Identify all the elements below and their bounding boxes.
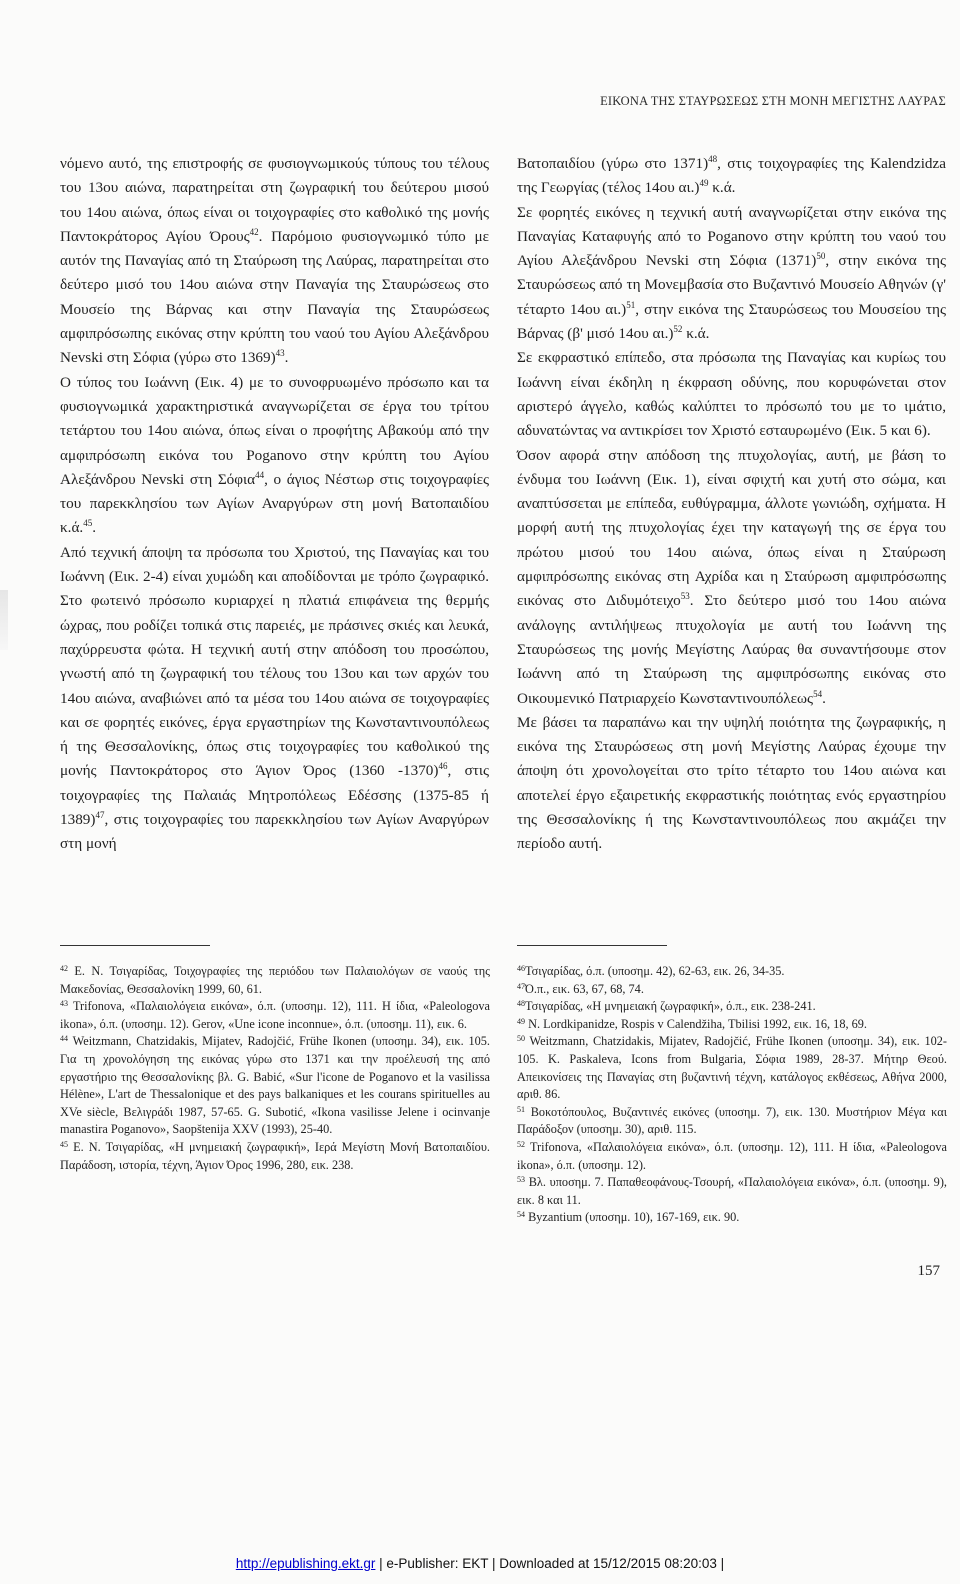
download-footer xyxy=(0,1556,960,1571)
footnote: $^{44}$ Weitzmann, Chatzidakis, Mijatev, Radojčić, Frühe Ikonen (υποσημ. 34), εικ. 105. Για τη χρονολόγηση της εικόνας γύρω στο 1371 και την προέλευσή της από εργαστήριο της Θεσσαλονίκης βλ. G. Babić, «Sur l'icone de Poganovo et la vasilissa Hélène», L'art de Thessalonique et des pays balkaniques et les courans spirituelles au XVe siècle, Βελιγράδι 1987, 57-65. G. Subotić, «Ikona vasilisse Jelene i ocinvanje manastira Poganovo», Saopštenija XXV (1993), 25-40. xyxy=(60,1034,490,1137)
page-number: 157 xyxy=(917,1263,940,1279)
footnote-ref[interactable]: 51 xyxy=(626,299,636,310)
footnote-ref[interactable]: 42 xyxy=(249,226,259,237)
footnote: $^{45}$ Ε. Ν. Τσιγαρίδας, «Η μνημειακή ζωγραφική», Ιερά Μεγίστη Μονή Βατοπαιδίου. Παράδοση, ιστορία, τέχνη, Άγιον Όρος 1996, 280, εικ. 238. xyxy=(60,1139,490,1172)
footer-info: | e-Publisher: EKT | Downloaded at 15/12/2015 08:20:03 | xyxy=(375,1556,725,1571)
paragraph: Από τεχνική άποψη τα πρόσωπα του Χριστού, της Παναγίας και του Ιωάννη (Εικ. 2-4) είναι χυμώδη και αποδίδονται με τρόπο ζωγραφικό. Στο φωτεινό πρόσωπο κυριαρχεί η πλατιά επιφάνεια της θερμής ώχρας, που ροδίζει τοπικά στις παρειές, με πράσινες σκιές και λευκά, παχύρρευστα φώτα. Η τεχνική αυτή στην απόδοση του προσώπου, γνωστή από τη ζωγραφική του τέλους του 13ου και των αρχών του 14ου αιώνα, αναβιώνει από τα μέσα του 14ου αιώνα σε τοιχογραφίες και σε φορητές εικόνες, έργα εργαστηρίων της Κωνσταντινουπόλεως ή της Θεσσαλονίκης, όπως στις τοιχογραφίες του καθολικού της μονής Παντοκράτορος στο Άγιον Όρος (1360 -1370)$^{46}$, στις τοιχογραφίες της Παλαιάς Μητροπόλεως Εδέσσης (1375-85 ή 1389)$^{47}$, στις τοιχογραφίες του παρεκκλησίου των Αγίων Αναργύρων στη μονή xyxy=(60,543,489,853)
paragraph: Ο τύπος του Ιωάννη (Εικ. 4) με το συνοφρυωμένο πρόσωπο και τα φυσιογνωμικά χαρακτηριστικά αναγνωρίζεται σε έργα του τρίτου τετάρτου του 14ου αιώνα, όπως είναι ο προφήτης Αβακούμ από την αμφιπρόσωπη εικόνα του Poganovo στην κρύπτη του Αγίου Αλεξάνδρου Nevski στη Σόφια$^{44}$, ο άγιος Νέστωρ στις τοιχογραφίες του παρεκκλησίου των Αγίων Αναργύρων στη μονή Βατοπαιδίου κ.ά.$^{45}$. xyxy=(60,373,489,537)
footnote-ref[interactable]: 50 xyxy=(816,251,826,262)
footnote: $^{51}$ Βοκοτόπουλος, Βυζαντινές εικόνες (υποσημ. 7), εικ. 130. Μυστήριον Μέγα και Παράδοξον (υποσημ. 30), αριθ. 115. xyxy=(517,1104,947,1137)
footnote: $^{50}$ Weitzmann, Chatzidakis, Mijatev, Radojčić, Frühe Ikonen (υποσημ. 34), εικ. 102-105. K. Paskaleva, Icons from Bulgaria, Σόφια 1989, 28-37. Μήτηρ Θεού. Απεικονίσεις της Παναγίας στη βυζαντινή τέχνη, κατάλογος εκθέσεως, Αθήνα 2000, αριθ. 86. xyxy=(517,1034,947,1102)
right-column xyxy=(517,152,946,857)
footnote-divider xyxy=(517,945,667,946)
footnote-ref[interactable]: 54 xyxy=(813,688,823,699)
running-header: ΕΙΚΟΝΑ ΤΗΣ ΣΤΑΥΡΩΣΕΩΣ ΣΤΗ ΜΟΝΗ ΜΕΓΙΣΤΗΣ ΛΑΥΡΑΣ xyxy=(600,94,946,108)
footnote: $^{46}$Τσιγαρίδας, ό.π. (υποσημ. 42), 62-63, εικ. 26, 34-35. xyxy=(517,964,785,978)
footnote-ref[interactable]: 45 xyxy=(83,518,93,529)
paragraph: νόμενο αυτό, της επιστροφής σε φυσιογνωμικούς τύπους του τέλους του 13ου αιώνα, παρατηρείται στη ζωγραφική του δεύτερου μισού του 14ου αιώνα, όπως είναι οι τοιχογραφίες στο καθολικό της μονής Παντοκράτορος Αγίου Όρους$^{42}$. Παρόμοιο φυσιογνωμικό τύπο με αυτόν της Παναγίας από τη Σταύρωση της Λαύρας, παρατηρείται στο δεύτερο μισό του 14ου αιώνα στην Παναγία της Σταυρώσεως στο Μουσείο της Βάρνας και στην Παναγία της Σταυρώσεως αμφιπρόσωπης εικόνας στην κρύπτη του ναού του Αγίου Αλεξάνδρου Nevski στη Σόφια (γύρω στο 1369)$^{43}$. xyxy=(60,155,489,367)
paragraph: Όσον αφορά στην απόδοση της πτυχολογίας, αυτή, με βάση το ένδυμα του Ιωάννη (Εικ. 1), είναι σφιχτή και χυτή στο σώμα, και αναπτύσσεται με επίπεδα, ευθύγραμμα, άλλοτε γωνιώδη, σχήματα. Η μορφή αυτή της πτυχολογίας έχει την καταγωγή της σε έργα του πρώτου μισού του 14ου αιώνα, όπως είναι η Σταύρωση αμφιπρόσωπης εικόνας στη Αχρίδα και η Σταύρωση αμφιπρόσωπης εικόνας στο Διδυμότειχο$^{53}$. Στο δεύτερο μισό του 14ου αιώνα ανάλογης αντιλήψεως πτυχολογία με αυτή του Ιωάννη της Σταυρώσεως της μονής Μεγίστης Λαύρας θα συναντήσουμε στον Ιωάννη από τη Σταύρωση της αμφιπρόσωπης εικόνας στο Οικουμενικό Πατριαρχείο Κωνσταντινουπόλεως$^{54}$. xyxy=(517,446,946,707)
footnote: $^{43}$ Trifonova, «Παλαιολόγεια εικόνα», ό.π. (υποσημ. 12), 111. Η ίδια, «Paleologova ikona», ό.π. (υποσημ. 12). Gerov, «Une icone inconnue», ό.π. (υποσημ. 11), εικ. 6. xyxy=(60,999,490,1031)
footnote-ref[interactable]: 44 xyxy=(255,469,265,480)
footnote-ref[interactable]: 47 xyxy=(95,810,105,821)
footnotes-right xyxy=(517,963,947,1227)
footnote-ref[interactable]: 53 xyxy=(680,591,690,602)
footnote-ref[interactable]: 43 xyxy=(275,348,285,359)
footnotes-left xyxy=(60,963,490,1174)
footnote-ref[interactable]: 46 xyxy=(438,761,448,772)
footnote: $^{52}$ Trifonova, «Παλαιολόγεια εικόνα», ό.π. (υποσημ. 12), 111. Η ίδια, «Paleologova ikona», ό.π. (υποσημ. 12). xyxy=(517,1139,947,1172)
footnote: $^{53}$ Βλ. υποσημ. 7. Παπαθεοφάνους-Τσουρή, «Παλαιολόγεια εικόνα», ό.π. (υποσημ. 9), εικ. 8 και 11. xyxy=(517,1175,947,1207)
footnote: $^{49}$ N. Lordkipanidze, Rospis v Calendžiha, Tbilisi 1992, εικ. 16, 18, 69. xyxy=(517,1016,867,1031)
paragraph: Σε φορητές εικόνες η τεχνική αυτή αναγνωρίζεται στην εικόνα της Παναγίας Καταφυγής από το Poganovo στην κρύπτη του ναού του Αγίου Αλεξάνδρου Nevski στη Σόφια $(1371)^{50}$, στην εικόνα της Σταυρώσεως από τη Μονεμβασία στο Βυζαντινό Μουσείο Αθηνών (γ' τέταρτο 14ου αι.)$^{51}$, στην εικόνα της Σταυρώσεως του Μουσείου της Βάρνας (β' μισό 14ου αι.)$^{52}$ κ.ά. xyxy=(517,203,946,343)
footnote-ref[interactable]: 49 xyxy=(699,178,709,189)
footnote: $^{42}$ Ε. Ν. Τσιγαρίδας, Τοιχογραφίες της περιόδου των Παλαιολόγων σε ναούς της Μακεδονίας, Θεσσαλονίκη 1999, 60, 61. xyxy=(60,964,490,996)
footnote: $^{48}$Τσιγαρίδας, «Η μνημειακή ζωγραφική», ό.π., εικ. 238-241. xyxy=(517,999,816,1014)
footnote-ref[interactable]: 52 xyxy=(673,324,683,335)
publisher-link[interactable]: http://epublishing.ekt.gr xyxy=(235,1556,376,1571)
footnote: $^{54}$ Byzantium (υποσημ. 10), 167-169, εικ. 90. xyxy=(517,1210,740,1225)
footnote-divider xyxy=(60,945,210,946)
paragraph: Βατοπαιδίου (γύρω στο 1371)$^{48}$, στις τοιχογραφίες της Kalendzidza της Γεωργίας (τέλος 14ου αι.)$^{49}$ κ.ά. xyxy=(517,154,946,197)
footnote-ref[interactable]: 48 xyxy=(708,154,718,164)
paragraph: Σε εκφραστικό επίπεδο, στα πρόσωπα της Παναγίας και κυρίως του Ιωάννη είναι έκδηλη η έκφραση οδύνης, που κορυφώνεται στον αριστερό άγγελο, καθώς καλύπτει το πρόσωπό του με το ιμάτιο, αδυνατώντας να αντικρίσει τον Χριστό εσταυρωμένο (Εικ. 5 και 6). xyxy=(517,349,946,440)
footnote: $^{47}$Ό.π., εικ. 63, 67, 68, 74. xyxy=(517,981,644,996)
paragraph: Με βάσει τα παραπάνω και την υψηλή ποιότητα της ζωγραφικής, η εικόνα της Σταυρώσεως στη μονή Μεγίστης Λαύρας έχουμε την άποψη ότι χρονολογείται στο τρίτο τέταρτο του 14ου αιώνα και αποτελεί έργο εξαιρετικής εκφραστικής ποιότητας ενός εργαστηρίου της Θεσσαλονίκης ή της Κωνσταντινουπόλεως που ακμάζει την περίοδο αυτή. xyxy=(517,713,946,853)
scan-edge-shadow xyxy=(0,590,8,650)
left-column xyxy=(60,152,489,857)
